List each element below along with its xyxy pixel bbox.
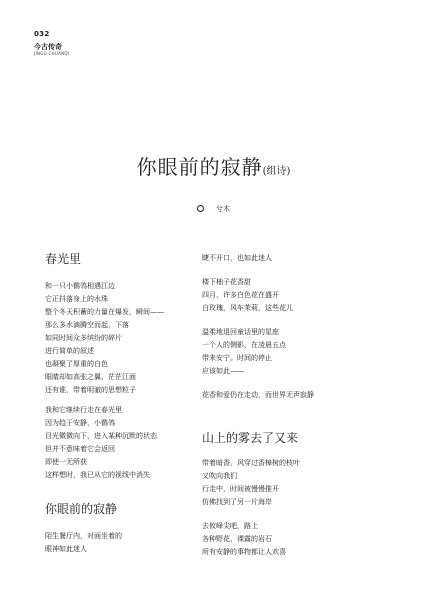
poem-line: 温柔地退回童话里的星座 (202, 328, 279, 336)
poem-line: 白玫瑰，风车茉莉，这些花儿 (202, 304, 293, 312)
poem-line: 眼神如此迷人 (45, 545, 87, 553)
poem-line: 带着暗香，风穿过香樟树的枝叶 (202, 459, 300, 467)
poem-line: 睫不开口，也如此迷人 (202, 254, 272, 262)
poem-line: 这样想时，我已从它的视线中消失 (45, 471, 150, 479)
page-number: 032 (34, 30, 50, 38)
poem-collection-title (0, 151, 427, 180)
poem-line: 行走中，时间被慢慢推开 (202, 485, 279, 493)
poem-line: 楼下柚子花香甜 (202, 278, 251, 286)
poem-line: 四月，许多白色花在盛开 (202, 291, 279, 299)
section-title: 今古传奇 (34, 43, 62, 51)
poem-line: 还有谁，带着明澈的思想粒子 (45, 386, 136, 394)
poem-line: 但并不意味着它会返回 (45, 445, 115, 453)
poem-line: 它正抖落身上的水珠 (45, 295, 108, 303)
poem-line: 进行简单的叙述 (45, 347, 94, 355)
poem-line: 花香和爱仍在走动，而世界无声寂静 (202, 391, 314, 399)
poem-line: 我和它继续行走在春光里 (45, 406, 122, 414)
author-name: 兮木 (216, 205, 230, 213)
poem-heading: 山上的雾去了又来 (202, 431, 299, 445)
poem-line: 仿佛找到了另一片海岸 (202, 498, 272, 506)
poem-line: 和一只小鹡鸰相遇江边 (45, 282, 115, 290)
page-header (34, 30, 69, 56)
circle-icon (197, 205, 204, 212)
poem-heading: 你眼前的寂静 (45, 502, 118, 516)
poem-line: 也凝聚了厚重的白色 (45, 360, 108, 368)
main-title: 你眼前的寂静 (136, 155, 263, 179)
poem-line: 目光微微向下，进入某种沉默的状态 (45, 432, 157, 440)
poem-line: 因为趋于安静，小鹡鸰 (45, 419, 115, 427)
poem-heading: 春光里 (45, 252, 82, 266)
subtitle: (组诗) (262, 166, 291, 177)
poem-line: 即使一无所获 (45, 458, 87, 466)
poem-line: 各种野花，裸露的岩石 (202, 535, 272, 543)
poem-line: 所有安静的事物都让人欢喜 (202, 548, 286, 556)
poem-line: 应该如此—— (202, 367, 244, 375)
poem-line: 陌生餐厅内，对面坐着的 (45, 532, 122, 540)
poem-line: 一个人的侧影，在凌晨五点 (202, 341, 286, 349)
section-pinyin: JINGU CHUANQI (34, 51, 70, 56)
poem-line: 那么多水滴腾空而起，下落 (45, 321, 129, 329)
poem-line: 带来安宁。时间的停止 (202, 354, 272, 362)
poem-line: 眼睛却如高张之翼，茫茫江面 (45, 373, 136, 381)
poem-line: 又吹向我们 (202, 472, 237, 480)
author-line (0, 204, 427, 214)
poem-line: 去攸峰尖吧，路上 (202, 522, 258, 530)
poem-line: 整个冬天积蓄的力量在爆发，瞬间—— (45, 308, 164, 316)
poem-line: 如同时间众多缤纷的碎片 (45, 334, 122, 342)
